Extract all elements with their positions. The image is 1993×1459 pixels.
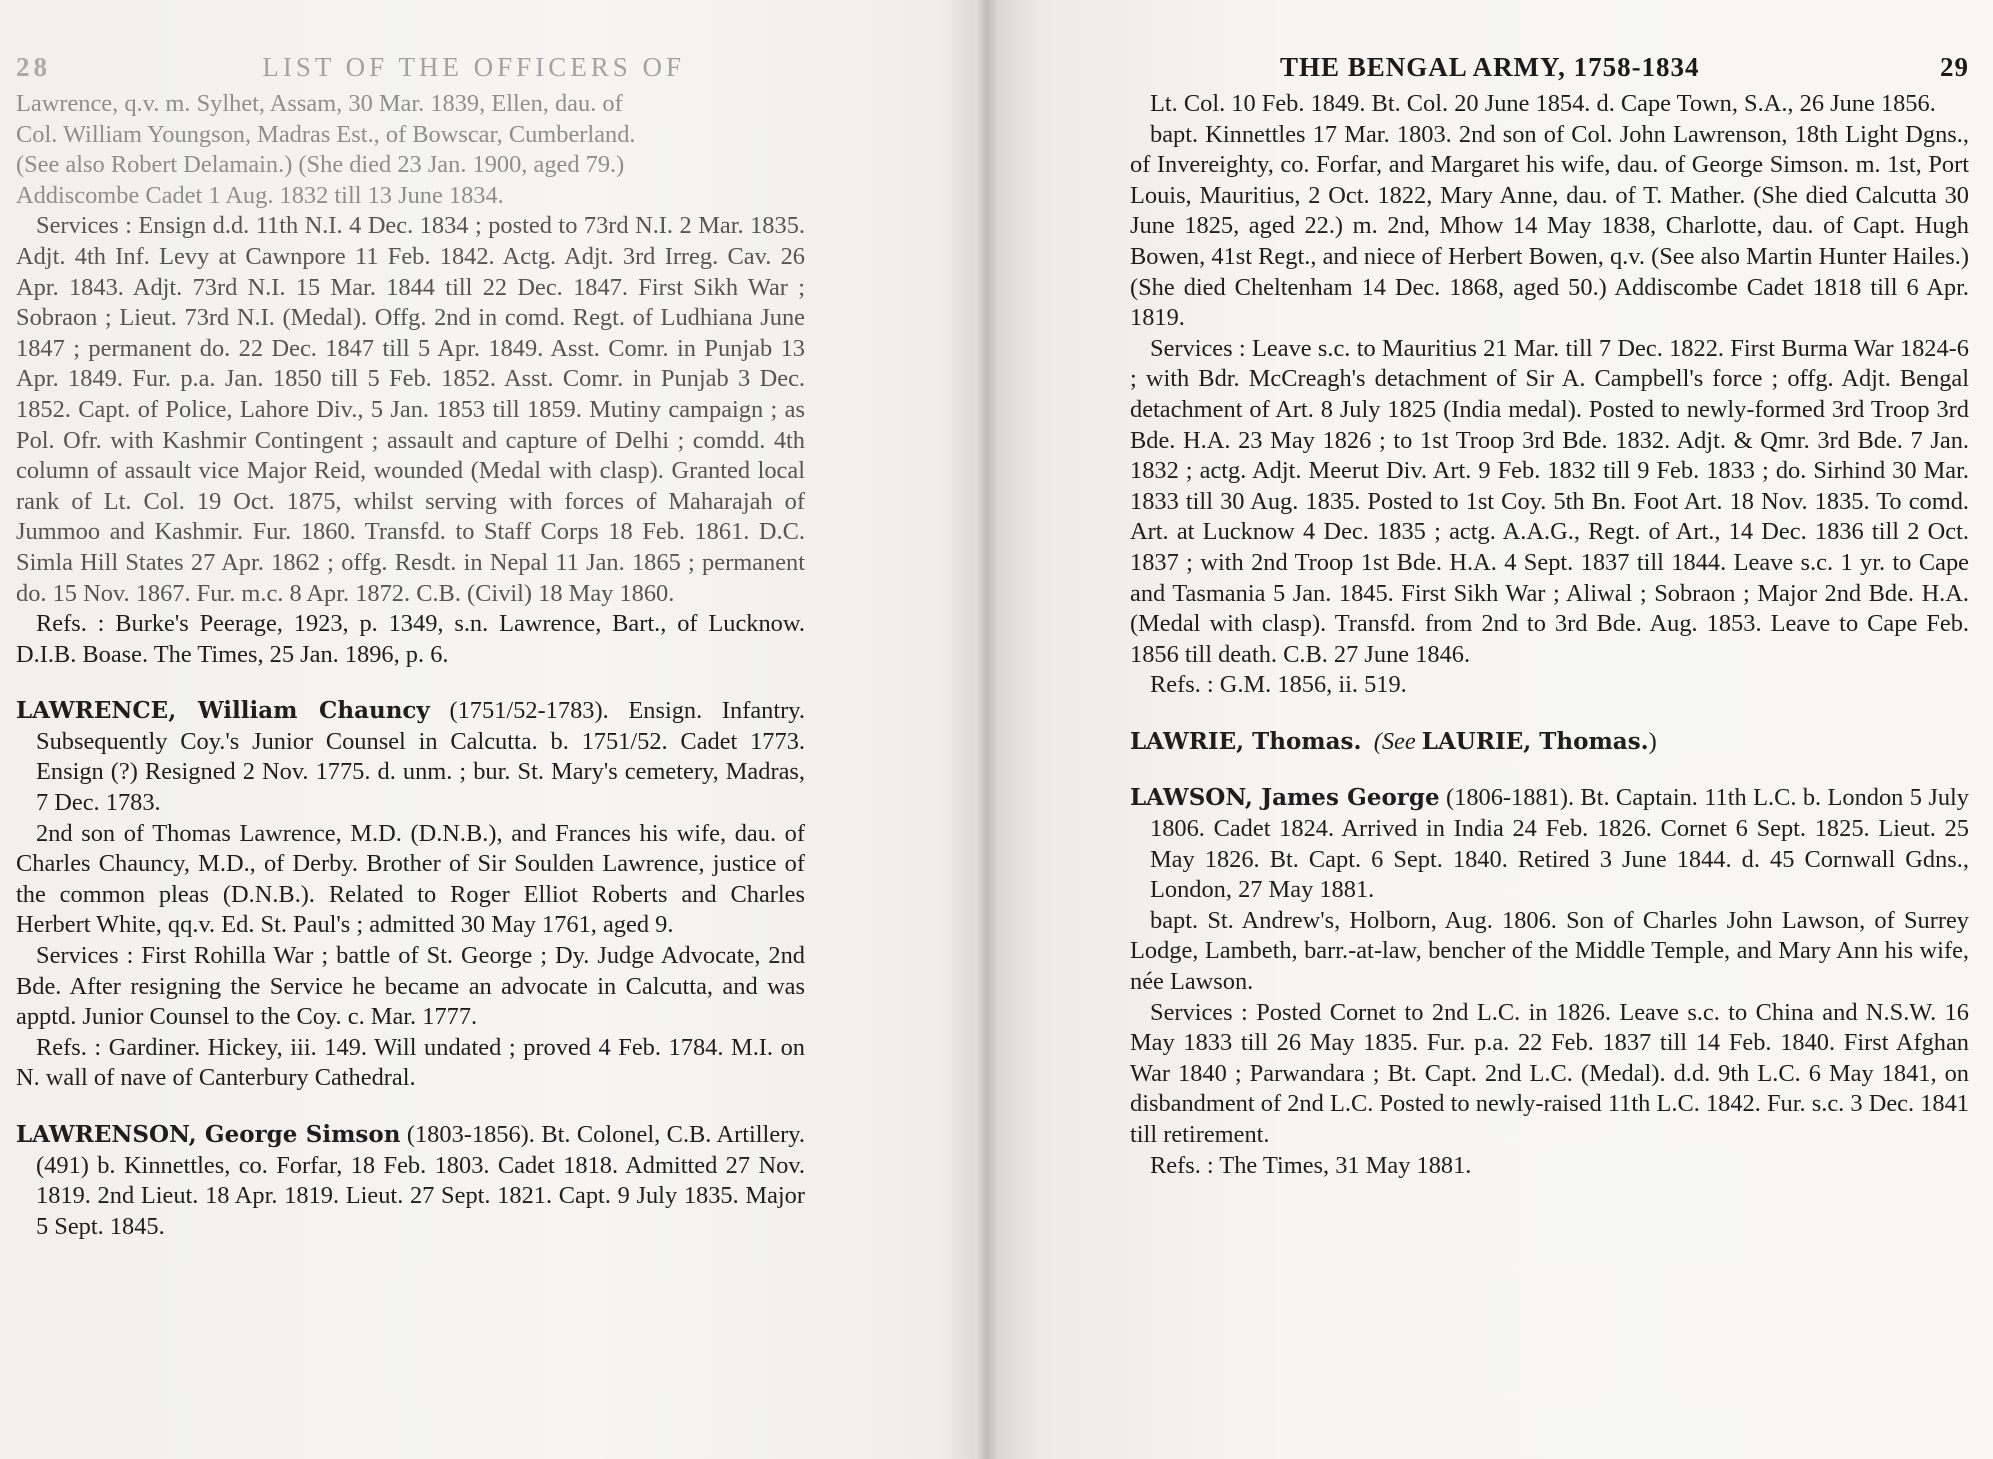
refs-paragraph: Refs. : Gardiner. Hickey, iii. 149. Will undated ; proved 4 Feb. 1784. M.I. on N. wall of nave of Canterbury Cathedral.	[16, 1033, 805, 1092]
entry-lead-text: (1803-1856). Bt. Colonel, C.B. Artillery. (491) b. Kinnettles, co. Forfar, 18 Feb. 1803. Cadet 1818. Admitted 27 Nov. 1819. 2nd Lieut. 18 Apr. 1819. Lieut. 27 Sept. 1821. Capt. 9 July 1835. Major 5 Sept. 1845.	[36, 1121, 805, 1240]
left-continued-entry	[16, 89, 805, 670]
entry-headword: LAWRENSON, George Simson	[16, 1121, 401, 1148]
left-page-number: 28	[16, 52, 51, 82]
left-running-head	[16, 52, 805, 83]
entry-lead	[1130, 727, 1969, 758]
faded-line: Col. William Youngson, Madras Est., of Bowscar, Cumberland.	[16, 120, 636, 148]
faded-line: (See also Robert Delamain.) (She died 23 Jan. 1900, aged 79.)	[16, 151, 625, 179]
entry-lawrenson-george-simson	[16, 1120, 805, 1242]
cross-ref-name: LAURIE, Thomas.	[1421, 727, 1649, 755]
refs-paragraph: Refs. : The Times, 31 May 1881.	[1150, 1151, 1472, 1179]
entry-lead	[16, 1120, 805, 1242]
right-page	[980, 0, 1993, 1459]
bio-paragraph: bapt. St. Andrew's, Holborn, Aug. 1806. Son of Charles John Lawson, of Surrey Lodge, Lambeth, barr.-at-law, bencher of the Middle Temple, and Mary Ann his wife, née Lawson.	[1130, 906, 1969, 996]
entry-lawrence-william-chauncy	[16, 696, 805, 1094]
right-running-head	[1130, 52, 1969, 83]
refs-paragraph: Refs. : Burke's Peerage, 1923, p. 1349, s.n. Lawrence, Bart., of Lucknow. D.I.B. Boase. The Times, 25 Jan. 1896, p. 6.	[16, 610, 805, 668]
entry-lead-text: (1751/52-1783). Ensign. Infantry. Subsequently Coy.'s Junior Counsel in Calcutta. b. 1751/52. Cadet 1773. Ensign (?) Resigned 2 Nov. 1775. d. unm. ; bur. St. Mary's cemetery, Madras, 7 Dec. 1783.	[36, 697, 805, 817]
continued-lead: Lt. Col. 10 Feb. 1849. Bt. Col. 20 June 1854. d. Cape Town, S.A., 26 June 1856.	[1150, 90, 1936, 117]
services-paragraph: Services : Posted Cornet to 2nd L.C. in 1826. Leave s.c. to China and N.S.W. 16 May 1833 till 26 May 1835. Fur. p.a. 22 Feb. 1837 till 14 Feb. 1840. First Afghan War 1840 ; Parwandara ; Bt. Capt. 2nd L.C. (Medal). d.d. 9th L.C. 6 May 1841, on disbandment of 2nd L.C. Posted to newly-raised 11th L.C. 1842. Fur. s.c. 3 Dec. 1841 till retirement.	[1130, 998, 1969, 1148]
right-page-number: 29	[1940, 52, 1969, 82]
refs-paragraph: Refs. : G.M. 1856, ii. 519.	[1150, 671, 1407, 699]
entry-lawson-james-george	[1130, 783, 1969, 1181]
book-gutter	[975, 0, 999, 1459]
left-page	[0, 0, 980, 1459]
entry-lead-text: (1806-1881). Bt. Captain. 11th L.C. b. London 5 July 1806. Cadet 1824. Arrived in India 24 Feb. 1826. Cornet 6 Sept. 1825. Lieut. 25 May 1826. Bt. Capt. 6 Sept. 1840. Retired 3 June 1844. d. 45 Cornwall Gdns., London, 27 May 1881.	[1150, 784, 1969, 904]
bio-paragraph: bapt. Kinnettles 17 Mar. 1803. 2nd son of Col. John Lawrenson, 18th Light Dgns., of Invereighty, co. Forfar, and Margaret his wife, dau. of George Simson. m. 1st, Port Louis, Mauritius, 2 Oct. 1822, Mary Anne, dau. of T. Mather. (She died Calcutta 30 June 1825, aged 22.) m. 2nd, Mhow 14 May 1838, Charlotte, dau. of Capt. Hugh Bowen, 41st Regt., and niece of Herbert Bowen, q.v. (See also Martin Hunter Hailes.) (She died Cheltenham 14 Dec. 1868, aged 50.) Addiscombe Cadet 1818 till 6 Apr. 1819.	[1130, 120, 1969, 332]
services-paragraph: Services : First Rohilla War ; battle of St. George ; Dy. Judge Advocate, 2nd Bde. After resigning the Service he became an advocate in Calcutta, and was apptd. Junior Counsel to the Coy. c. Mar. 1777.	[16, 942, 805, 1031]
entry-headword: LAWRENCE, William Chauncy	[16, 697, 430, 725]
faded-line: Addiscombe Cadet 1 Aug. 1832 till 13 June 1834.	[16, 181, 504, 209]
entry-lead	[1130, 783, 1969, 905]
faded-line: Lawrence, q.v. m. Sylhet, Assam, 30 Mar. 1839, Ellen, dau. of	[16, 90, 623, 117]
right-continued-entry	[1130, 89, 1969, 701]
cross-ref-open: (See	[1373, 727, 1422, 755]
cross-ref-close: )	[1648, 727, 1657, 755]
entry-headword: LAWSON, James George	[1130, 784, 1440, 812]
left-column	[16, 89, 805, 1242]
bio-paragraph: 2nd son of Thomas Lawrence, M.D. (D.N.B.), and Frances his wife, dau. of Charles Chauncy, M.D., of Derby. Brother of Sir Soulden Lawrence, justice of the common pleas (D.N.B.). Related to Roger Elliot Roberts and Charles Herbert White, qq.v. Ed. St. Paul's ; admitted 30 May 1761, aged 9.	[16, 819, 805, 939]
right-column	[1130, 89, 1969, 1181]
services-paragraph: Services : Ensign d.d. 11th N.I. 4 Dec. 1834 ; posted to 73rd N.I. 2 Mar. 1835. Adjt. 4th Inf. Levy at Cawnpore 11 Feb. 1842. Actg. Adjt. 3rd Irreg. Cav. 26 Apr. 1843. Adjt. 73rd N.I. 15 Mar. 1844 till 22 Dec. 1847. First Sikh War ; Sobraon ; Lieut. 73rd N.I. (Medal). Offg. 2nd in comd. Regt. of Ludhiana June 1847 ; permanent do. 22 Dec. 1847 till 5 Apr. 1849. Asst. Comr. in Punjab 13 Apr. 1849. Fur. p.a. Jan. 1850 till 5 Feb. 1852. Asst. Comr. in Punjab 3 Dec. 1852. Capt. of Police, Lahore Div., 5 Jan. 1853 till 1859. Mutiny campaign ; as Pol. Ofr. with Kashmir Contingent ; assault and capture of Delhi ; comdd. 4th column of assault vice Major Reid, wounded (Medal with clasp). Granted local rank of Lt. Col. 19 Oct. 1875, whilst serving with forces of Maharajah of Jummoo and Kashmir. Fur. 1860. Transfd. to Staff Corps 18 Feb. 1861. D.C. Simla Hill States 27 Apr. 1862 ; offg. Resdt. in Nepal 11 Jan. 1865 ; permanent do. 15 Nov. 1867. Fur. m.c. 8 Apr. 1872. C.B. (Civil) 18 May 1860.	[16, 212, 805, 607]
entry-headword: LAWRIE, Thomas.	[1130, 727, 1362, 755]
left-running-title: LIST OF THE OFFICERS OF	[262, 52, 685, 82]
right-running-title: THE BENGAL ARMY, 1758-1834	[1280, 52, 1700, 82]
entry-lead	[16, 696, 805, 818]
entry-lawrie-thomas	[1130, 727, 1969, 758]
services-paragraph: Services : Leave s.c. to Mauritius 21 Mar. till 7 Dec. 1822. First Burma War 1824-6 ; with Bdr. McCreagh's detachment of Sir A. Campbell's force ; offg. Adjt. Bengal detachment of Art. 8 July 1825 (India medal). Posted to newly-formed 3rd Troop 3rd Bde. H.A. 23 May 1826 ; to 1st Troop 3rd Bde. 1832. Adjt. & Qmr. 3rd Bde. 7 Jan. 1832 ; actg. Adjt. Meerut Div. Art. 9 Feb. 1832 till 9 Feb. 1833 ; do. Sirhind 30 Mar. 1833 till 30 Aug. 1835. Posted to 1st Coy. 5th Bn. Foot Art. 18 Nov. 1835. To comd. Art. at Lucknow 4 Dec. 1835 ; actg. A.A.G., Regt. of Art., 14 Dec. 1836 till 2 Oct. 1837 ; with 2nd Troop 1st Bde. H.A. 4 Sept. 1837 till 1844. Leave s.c. 1 yr. to Cape and Tasmania 5 Jan. 1845. First Sikh War ; Aliwal ; Sobraon ; Major 2nd Bde. H.A. (Medal with clasp). Transfd. from 2nd to 3rd Bde. Aug. 1853. Leave to Cape Feb. 1856 till death. C.B. 27 June 1846.	[1130, 334, 1969, 668]
